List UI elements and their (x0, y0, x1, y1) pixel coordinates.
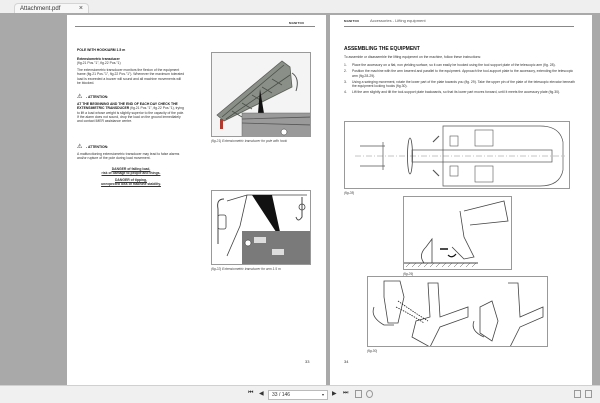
intro-text: To assemble or disassemble the lifting equipment on the machine, follow these instructions: (344, 55, 482, 59)
machine-top-view-drawing (345, 122, 570, 189)
section-title: ASSEMBLING THE EQUIPMENT (344, 46, 420, 52)
attention-label-1: - ATTENTION: (86, 95, 109, 99)
prev-page-button[interactable]: ◀ (259, 391, 264, 397)
pole-with-hook-image (212, 53, 311, 137)
header-logo: MANITOU (344, 19, 360, 23)
page-number-field[interactable] (268, 390, 328, 400)
figure-30-caption: (fig.30) (367, 349, 378, 353)
locking-hooks-drawing (368, 277, 548, 347)
header-rule (75, 26, 315, 27)
figure-21-caption: (fig.21) Extensiometric transducer for pole with hook (211, 139, 288, 143)
attention-2-text: A malfunctioning extensiometric transducer may lead to false alarms and/or rupture of the pole during load movement. (77, 152, 180, 161)
header-logo: MANITOU (289, 21, 305, 25)
header-rule (344, 26, 574, 27)
hooking-accessory-drawing (404, 197, 512, 270)
pdf-page-34 (330, 15, 592, 385)
danger-1-title: DANGER of falling load, (111, 167, 151, 171)
pdf-viewer[interactable] (0, 13, 600, 385)
bookmark-icon[interactable] (585, 390, 592, 398)
section-title: POLE WITH HOOK/ARM 1.5 m (77, 48, 126, 52)
pdf-toolbar (0, 385, 600, 403)
warning-icon: ⚠ (77, 94, 83, 100)
arm-with-hook-image (212, 191, 311, 265)
step-item: 2. Position the machine with the arm lowered and parallel to the equipment. Approach the tool-support plate to the accessory, extending the telescopic arm (fig.28-29). (344, 69, 574, 78)
next-page-button[interactable]: ▶ (332, 391, 337, 397)
figure-21-pole-with-hook (211, 52, 311, 137)
attention-1-text: (fig.21 Pos."1", fig.22 Pos."1), trying to lift a load whose weight is slightly superior to the capacity of the pole. If the alarm does not sound, drop the load on the ground immediately and contact IMER assistance centre. (77, 106, 185, 124)
figure-28-caption: (fig.28) (344, 191, 355, 195)
figure-30-locking-hooks (367, 276, 548, 347)
chevron-down-icon[interactable]: ▾ (321, 392, 324, 397)
header-title: Accessories - Lifting equipment (370, 18, 426, 23)
danger-2-text: unexpected loss of machine stability. (101, 182, 161, 187)
page-number: 34 (344, 359, 349, 364)
page-number: 33 (305, 359, 310, 364)
pdf-page-33 (67, 15, 326, 385)
danger-2-title: DANGER of tipping, (114, 178, 148, 182)
close-tab-icon[interactable]: × (78, 5, 83, 12)
vertical-scrollbar[interactable] (592, 13, 600, 385)
danger-1-text: risk of damage to people and things. (101, 171, 161, 176)
rotate-icon[interactable] (366, 390, 373, 398)
fit-page-icon[interactable] (355, 390, 362, 398)
tab-title: Attachment.pdf (20, 6, 61, 12)
last-page-button[interactable]: ⏭ (343, 390, 349, 396)
step-item: 3. Using a swinging movement, rotate the lower part of the plate towards you (fig. 29). Take the upper pin of the plate of the telescopic elevator beneath the equipment locking hooks (fig.30). (344, 79, 575, 89)
figure-22-caption: (fig.22) Extensiometric transducer for arm 1.5 m (211, 267, 281, 271)
figure-28-machine-top-view (344, 121, 570, 189)
first-page-button[interactable]: ⏮ (248, 390, 254, 396)
step-item: 1. Place the accessory on a flat, non yielding surface, so it can easily be hooked using the tool support plate of the telescopic arm (fig. 28). (344, 63, 556, 67)
warning-icon: ⚠ (77, 144, 83, 150)
figure-29-caption: (fig.29) (403, 272, 414, 276)
intro-paragraph: The extensiometric transducer monitors the flexion of the equipment frame (fig.21 Pos."1", fig.22 Pos."1"). Whenever the maximum tolerated load is exceeded a buzzer will sound and all machine movements will be blocked. (77, 68, 185, 85)
single-page-view-icon[interactable] (574, 390, 581, 398)
title-bar (0, 0, 600, 13)
figure-29-hooking-accessory (403, 196, 512, 270)
subtitle: Extensiometric transducer (77, 57, 120, 61)
step-item: 4. Lift the arm slightly and tilt the tool-support plate backwards, so that its lower part moves forward, until it meets the accessory plate (fig.30). (344, 90, 561, 95)
steps-list (344, 63, 576, 95)
subtitle-ref: (fig.21 Pos."1", fig.22 Pos."1) (77, 61, 121, 65)
attention-label-2: - ATTENTION: (86, 145, 109, 149)
figure-22-arm-with-hook (211, 190, 311, 265)
attention-1-bold: AT THE BEGINNING AND THE END OF EACH DAY CHECK THE EXTENSIMETRIC TRANSDUCER (77, 102, 178, 111)
page-indicator: 33 / 146 (272, 392, 291, 398)
